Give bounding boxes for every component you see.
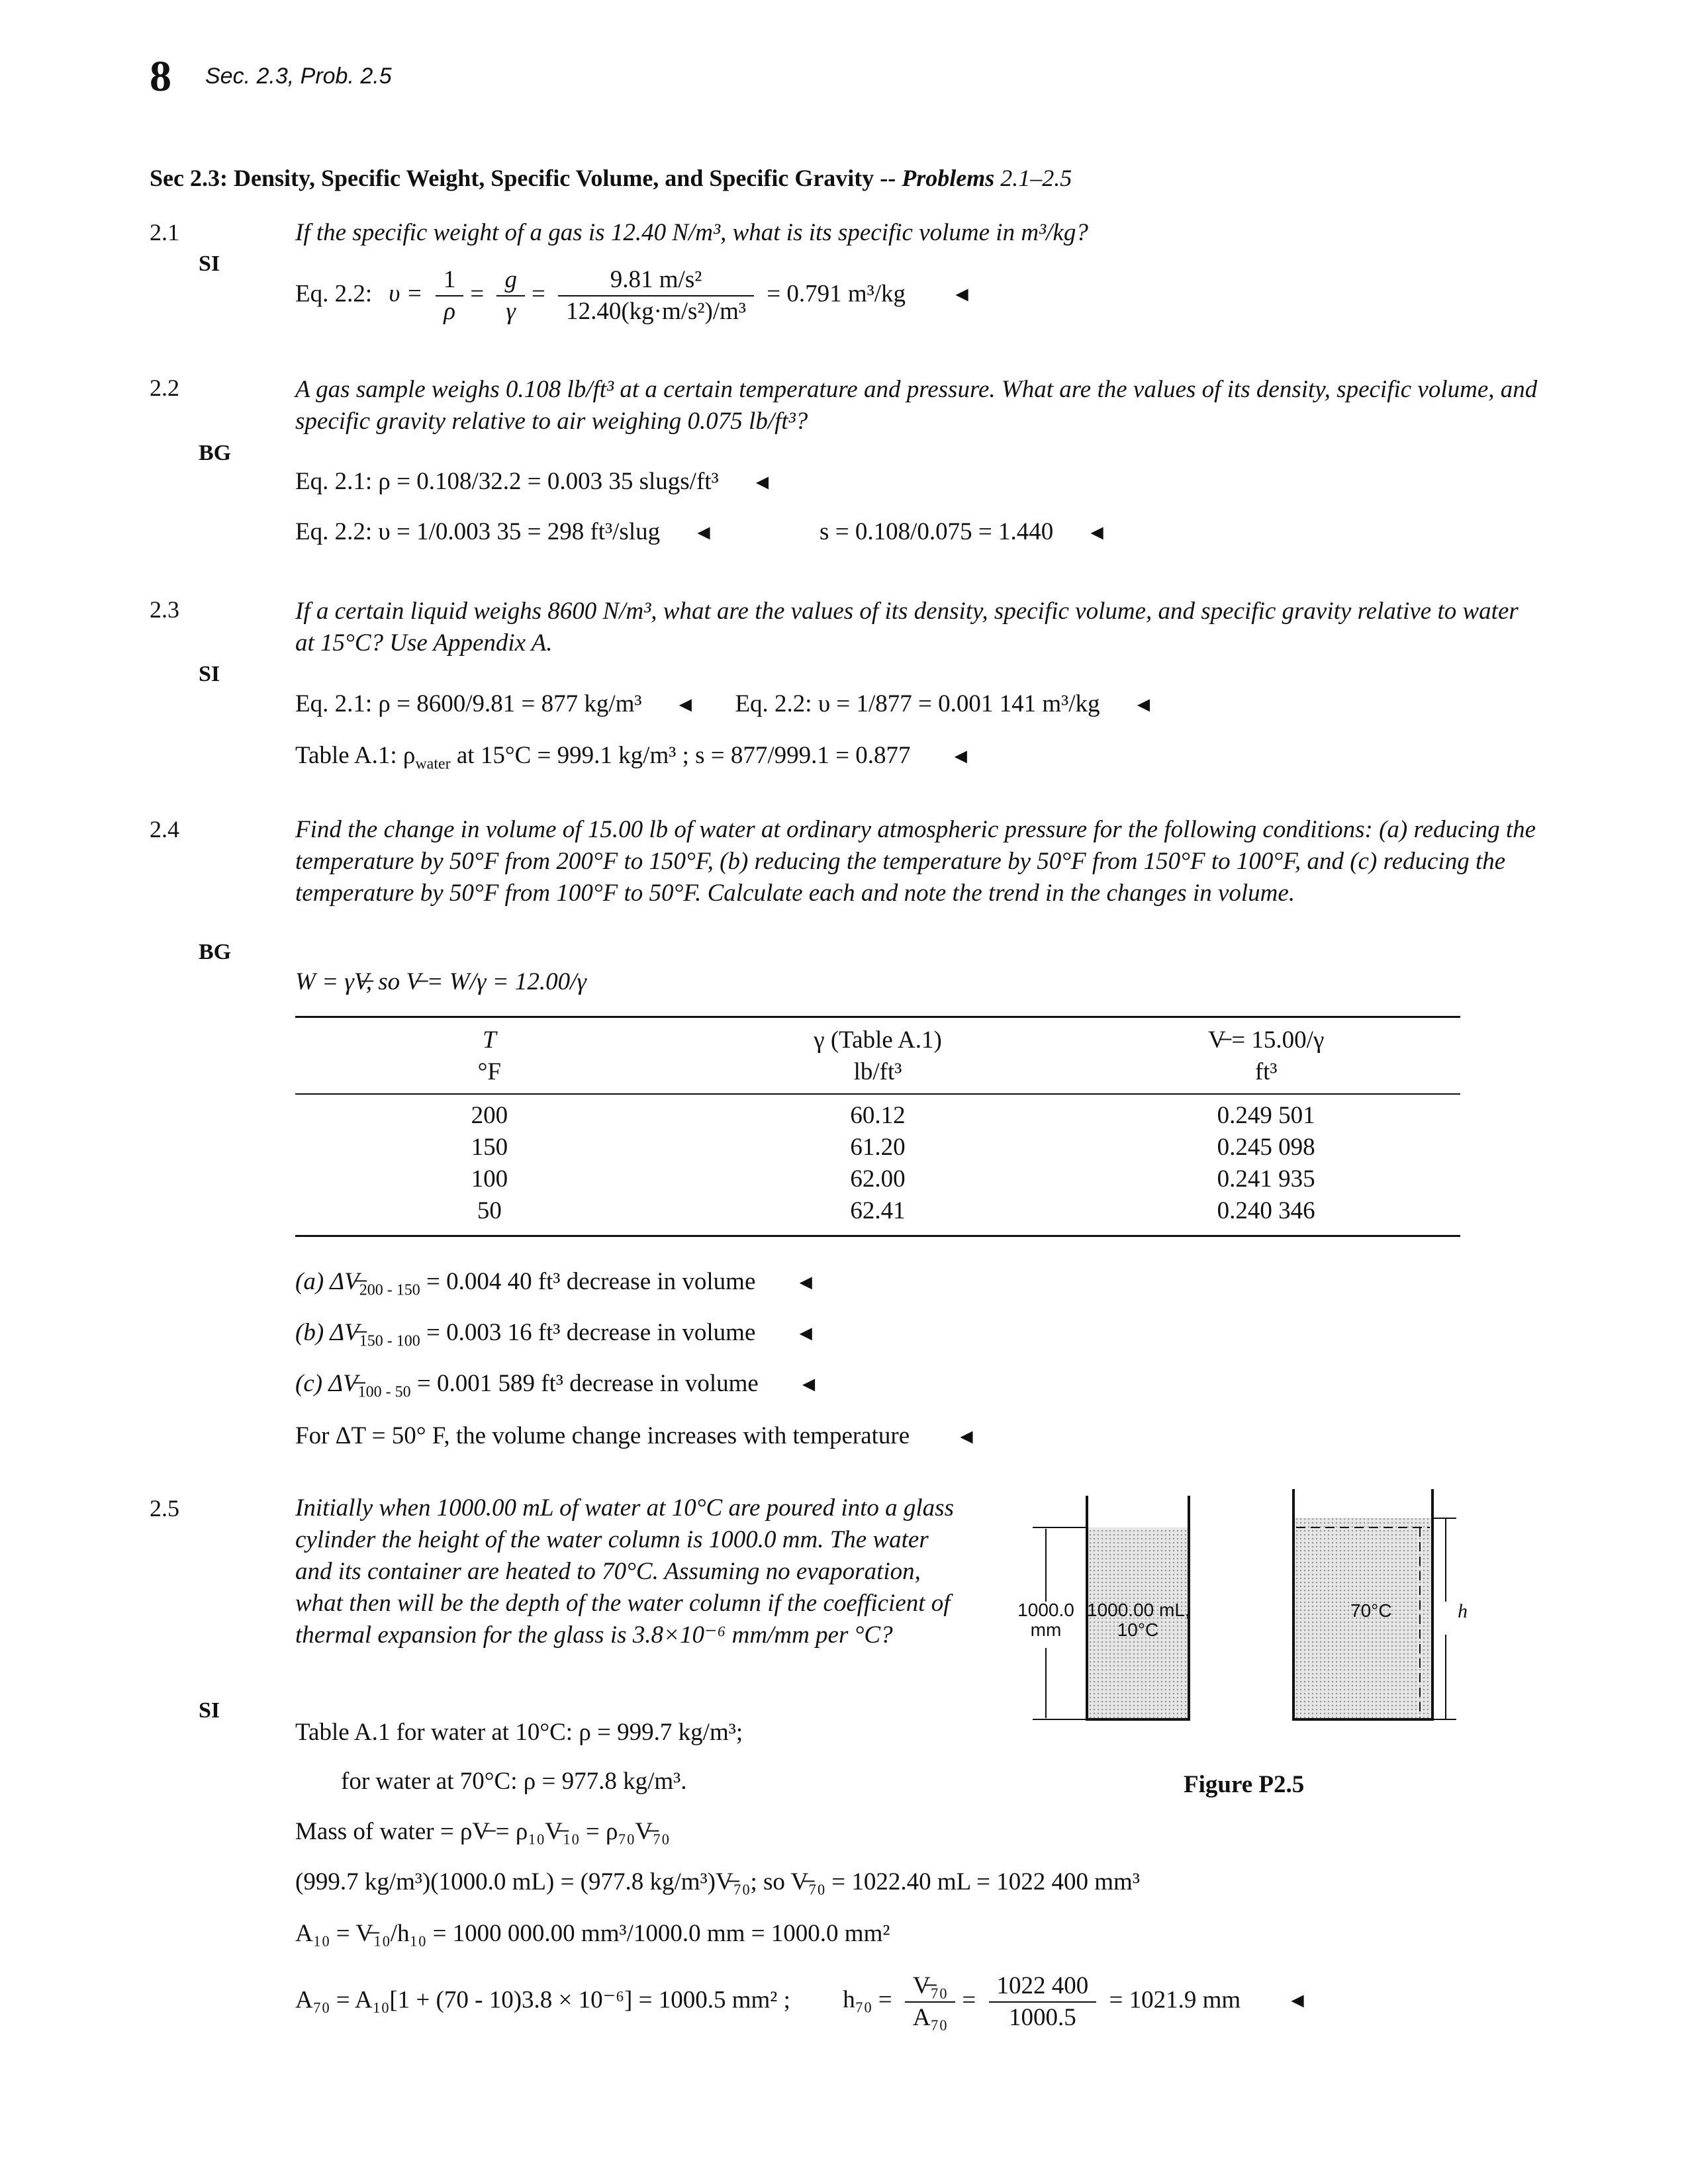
answer-arrow-icon: ◄ xyxy=(751,470,773,494)
answer-arrow-icon: ◄ xyxy=(1133,692,1154,716)
unit-tag-2-1: SI xyxy=(199,251,220,276)
eq-result: = 0.791 m³/kg xyxy=(767,280,906,308)
unit-tag-2-4: BG xyxy=(199,940,232,964)
equation-line: Eq. 2.1: ρ = 8600/9.81 = 877 kg/m³ ◄ Eq. 2.2: υ = 1/877 = 0.001 141 m³/kg ◄ xyxy=(295,690,1154,717)
table-header: T °F γ (Table A.1) lb/ft³ V̶ = 15.00/γ ft³ xyxy=(295,1018,1460,1095)
problem-number-2-4: 2.4 xyxy=(150,816,179,842)
problem-statement-2-3: If a certain liquid weighs 8600 N/m³, what are the values of its density, specific volume, and specific gravity relative to water at 15°C? Use Appendix A. xyxy=(295,598,1519,657)
problem-statement-2-5: Initially when 1000.00 mL of water at 10°C are poured into a glass cylinder the height of the water column is 1000.0 mm. The water and its container are heated to 70°C. Assuming no evaporation, what then will be the depth of the water column if the coefficient of thermal expansion for the glass is 3.8×10⁻⁶ mm/mm per °C? xyxy=(295,1494,954,1649)
eq-label: Eq. 2.2: xyxy=(295,280,373,308)
eq-lhs: υ = xyxy=(389,280,423,308)
result-line: (c) $\Delta V̶_{100 - 50} = 0.001$ 589 ft³ decrease in volume ◄ xyxy=(295,1370,820,1401)
data-table xyxy=(295,1016,1460,1237)
water-label: 1000.00 mL, 10°C xyxy=(1087,1600,1190,1640)
answer-arrow-icon: ◄ xyxy=(951,282,972,306)
unit-tag-2-3: SI xyxy=(199,662,220,686)
h-label: h xyxy=(1458,1600,1468,1622)
result-line: (b) $\Delta V̶_{150 - 100} = 0.003$ 16 ft³ decrease in volume ◄ xyxy=(295,1319,817,1350)
answer-arrow-icon: ◄ xyxy=(795,1321,817,1345)
problem-number-2-3: 2.3 xyxy=(150,596,179,623)
table-row: 200 60.12 0.249 501 xyxy=(471,1102,1315,1129)
equation-line: (999.7 kg/m³)(1000.0 mL) = (977.8 kg/m³)V̶₇₀; so V̶₇₀ = 1022.40 mL = 1022 400 mm³ xyxy=(295,1868,1140,1895)
unit-tag-2-2: BG xyxy=(199,441,232,465)
figure-p2-5 xyxy=(993,1489,1523,1767)
problem-statement-2-2: A gas sample weighs 0.108 lb/ft³ at a certain temperature and pressure. What are the values of its density, specific volume, and specific gravity relative to air weighing 0.075 lb/ft³? xyxy=(295,376,1538,435)
figure-caption: Figure P2.5 xyxy=(1184,1771,1305,1798)
equation-line: Eq. 2.2: υ = 1/0.003 35 = 298 ft³/slug ◄ s = 0.108/0.075 = 1.440 ◄ xyxy=(295,518,1107,545)
answer-arrow-icon: ◄ xyxy=(693,520,714,544)
equation-2-1: Eq. 2.2: υ = $\frac{1}{\rho}$ = $\frac{g}{\gamma}$ = $\frac{\text{9.81 m/s²}}{\text{12.40(kg·m/s²)/m³}}$ = 0.791 m³/kg ◄ xyxy=(295,265,972,327)
equation-line: for water at 70°C: ρ = 977.8 kg/m³. xyxy=(341,1768,687,1795)
fraction: $\frac{g}{\gamma}$ xyxy=(496,265,525,327)
hot-water-label: 70°C xyxy=(1350,1600,1392,1621)
table-row: 150 61.20 0.245 098 xyxy=(471,1134,1315,1161)
page-number: 8 xyxy=(150,52,171,101)
answer-arrow-icon: ◄ xyxy=(795,1270,817,1294)
equation-line: W = γV̶, so V̶ = W/γ = 12.00/γ xyxy=(295,968,587,995)
fraction: $\frac{1}{\rho}$ xyxy=(436,265,464,327)
fraction: $\frac{\text{9.81 m/s²}}{\text{12.40(kg·m/s²)/m³}}$ xyxy=(558,265,754,327)
answer-arrow-icon: ◄ xyxy=(1086,520,1107,544)
equation-line: Table A.1: $\rho_{water}$ at 15°C = 999.1 kg/m³ ; s = 877/999.1 = 0.877 ◄ xyxy=(295,742,972,773)
problem-statement-2-1: If the specific weight of a gas is 12.40 N/m³, what is its specific volume in m³/kg? xyxy=(295,219,1088,246)
conclusion-line: For ΔT = 50° F, the volume change increases with temperature ◄ xyxy=(295,1422,977,1449)
answer-arrow-icon: ◄ xyxy=(1287,1988,1308,2013)
equation-line: Table A.1 for water at 10°C: ρ = 999.7 kg/m³; xyxy=(295,1719,743,1746)
result-line: (a) $\Delta V̶_{200 - 150} = 0.004$ 40 ft³ decrease in volume ◄ xyxy=(295,1268,817,1299)
answer-arrow-icon: ◄ xyxy=(798,1372,820,1396)
unit-tag-2-5: SI xyxy=(199,1698,220,1723)
section-heading-main: Sec 2.3: Density, Specific Weight, Specific Volume, and Specific Gravity -- xyxy=(150,165,896,191)
section-heading-range: 2.1–2.5 xyxy=(1000,165,1072,191)
equation-line: Mass of water = ρV̶ = ρ₁₀V̶₁₀ = ρ₇₀V̶₇₀ xyxy=(295,1818,670,1845)
problem-number-2-2: 2.2 xyxy=(150,375,179,401)
equation-line: A₇₀ = A₁₀[1 + (70 - 10)3.8 × 10⁻⁶] = 1000.5 mm² ; h₇₀ = $\frac{\text{V̶₇₀}}{\text{A₇₀}}$ = $\frac{1022 400}{1000.5}$ = 1021.9 mm ◄ xyxy=(295,1972,1308,2031)
equation-line: A₁₀ = V̶₁₀/h₁₀ = 1000 000.00 mm³/1000.0 mm = 1000.0 mm² xyxy=(295,1920,890,1947)
height-label: 1000.0 mm xyxy=(1017,1600,1074,1640)
answer-arrow-icon: ◄ xyxy=(950,744,972,768)
equation-line: Eq. 2.1: ρ = 0.108/32.2 = 0.003 35 slugs/ft³ ◄ xyxy=(295,468,773,495)
section-reference: Sec. 2.3, Prob. 2.5 xyxy=(205,64,392,89)
problem-number-2-5: 2.5 xyxy=(150,1495,179,1522)
section-heading-problems: Problems xyxy=(902,165,995,191)
answer-arrow-icon: ◄ xyxy=(675,692,696,716)
problem-statement-2-4: Find the change in volume of 15.00 lb of water at ordinary atmospheric pressure for the following conditions: (a) reducing the temperature by 50°F from 200°F to 150°F, (b) reducing the temperature by 50°F from 150°F to 100°F, and (c) reducing the temperature by 50°F from 100°F to 50°F. Calculate each and note the trend in the changes in volume. xyxy=(295,816,1536,907)
section-heading xyxy=(150,164,1072,192)
problem-number-2-1: 2.1 xyxy=(150,219,179,246)
table-row: 100 62.00 0.241 935 xyxy=(471,1165,1315,1193)
answer-arrow-icon: ◄ xyxy=(956,1424,977,1448)
table-row: 50 62.41 0.240 346 xyxy=(477,1197,1315,1224)
